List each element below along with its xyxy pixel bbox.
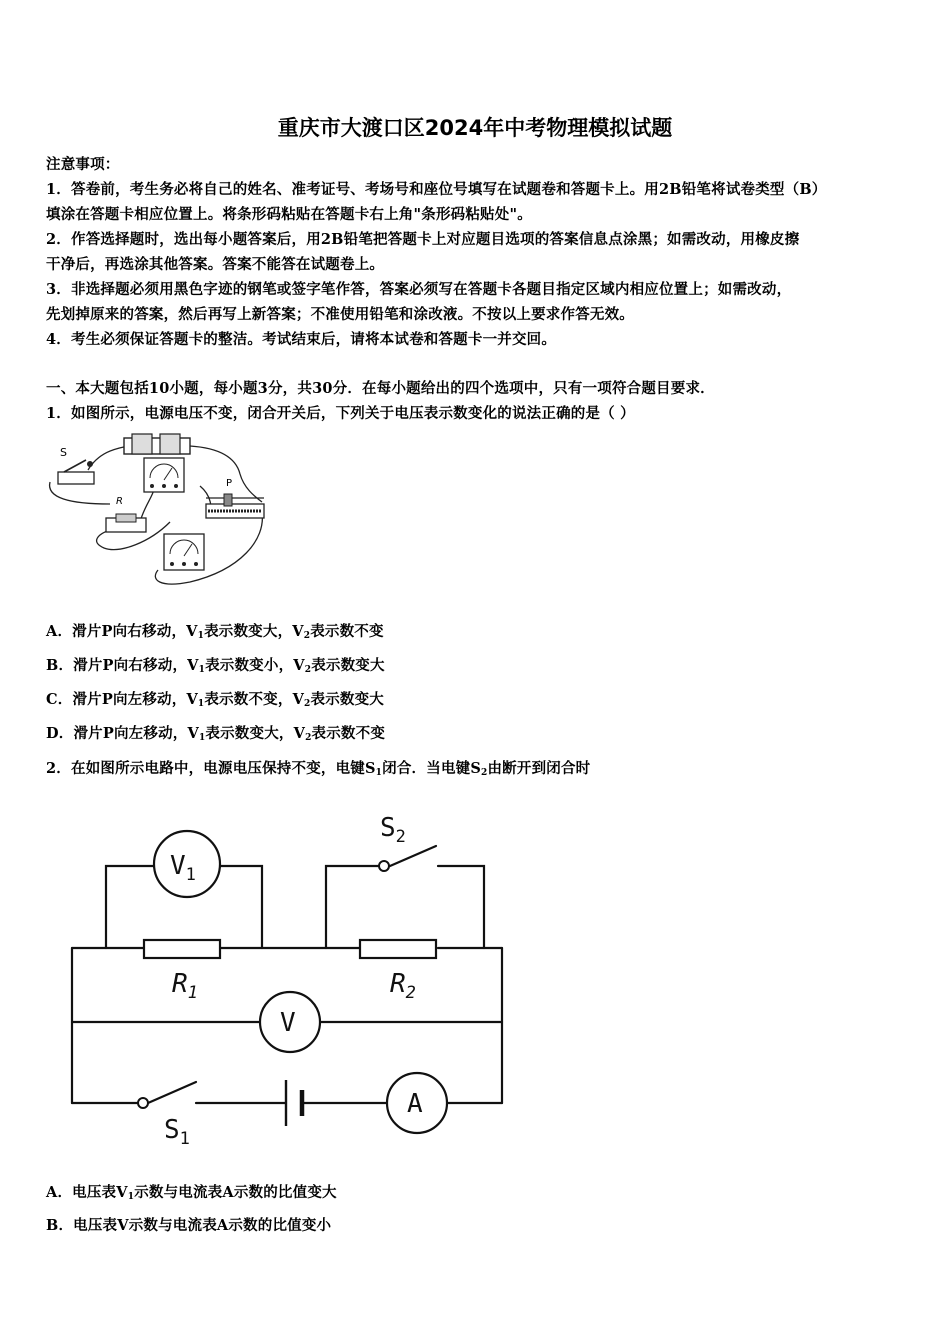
notes-line-6: 先划掉原来的答案，然后再写上新答案；不准使用铅笔和涂改液。不按以上要求作答无效。 [46,306,634,323]
switch-s1-contact [138,1098,148,1108]
label-s2: $S_2$ [380,813,406,847]
question-1-stem: 1．如图所示，电源电压不变，闭合开关后，下列关于电压表示数变化的说法正确的是（ ） [46,405,635,422]
q1-option-d: D．滑片P向左移动，$V_1$表示数变大，$V_2$表示数不变 [46,725,386,743]
notes-line-2: 填涂在答题卡相应位置上。将条形码粘贴在答题卡右上角"条形码粘贴处"。 [46,206,532,223]
notes-line-7: 4．考生必须保证答题卡的整洁。考试结束后，请将本试卷和答题卡一并交回。 [46,331,557,348]
question-2-circuit-figure [0,800,520,1150]
battery-cell [286,1080,302,1126]
notes-line-4: 干净后，再选涂其他答案。答案不能答在试题卷上。 [46,256,385,273]
label-r2: $R_2$ [390,969,416,1003]
q2-option-a: A．电压表$V_1$示数与电流表A示数的比值变大 [46,1184,337,1202]
notes-line-3: 2．作答选择题时，选出每小题答案后，用2B铅笔把答题卡上对应题目选项的答案信息点涂黑；如需改动，用橡皮擦 [46,231,800,248]
resistor-r2 [360,940,436,958]
resistor-r [106,514,146,532]
page-title: 重庆市大渡口区2024年中考物理模拟试题 [277,116,673,140]
rheostat-p [206,494,264,518]
switch-s2-contact [379,861,389,871]
voltmeter-v1 [154,831,220,897]
label-s1: $S_1$ [164,1115,190,1149]
label-p: P [226,478,233,489]
label-s: S [60,446,67,459]
q1-option-c: C．滑片P向左移动，$V_1$表示数不变，$V_2$表示数变大 [46,691,384,709]
switch-s [58,460,94,484]
label-v1: $V_1$ [170,851,196,885]
section-1-heading: 一、本大题包括10小题，每小题3分，共30分．在每小题给出的四个选项中，只有一项符合题目要求． [46,380,715,397]
notes-heading: 注意事项： [46,156,120,173]
q1-option-a: A．滑片P向右移动，$V_1$表示数变大，$V_2$表示数不变 [46,623,384,641]
label-v: V [280,1008,296,1038]
resistor-r1 [144,940,220,958]
notes-line-1: 1．答卷前，考生务必将自己的姓名、准考证号、考场号和座位号填写在试题卷和答题卡上。用2B铅笔将试卷类型（B） [46,181,827,198]
voltmeter-v1 [144,458,184,492]
question-1-circuit-figure [40,430,280,590]
voltmeter-v2 [164,534,204,570]
label-r: R [116,496,123,507]
question-2-stem: 2．在如图所示电路中，电源电压保持不变，电键$S_1$闭合．当电键$S_2$由断开到闭合时 [46,760,591,778]
q1-option-b: B．滑片P向右移动，$V_1$表示数变小，$V_2$表示数变大 [46,657,385,675]
label-a: A [407,1089,423,1119]
q2-option-b: B．电压表V示数与电流表A示数的比值变小 [46,1217,332,1234]
label-r1: $R_1$ [172,969,198,1003]
battery-box [124,434,190,454]
notes-line-5: 3．非选择题必须用黑色字迹的钢笔或签字笔作答，答案必须写在答题卡各题目指定区域内相应位置上；如需改动， [46,281,792,298]
